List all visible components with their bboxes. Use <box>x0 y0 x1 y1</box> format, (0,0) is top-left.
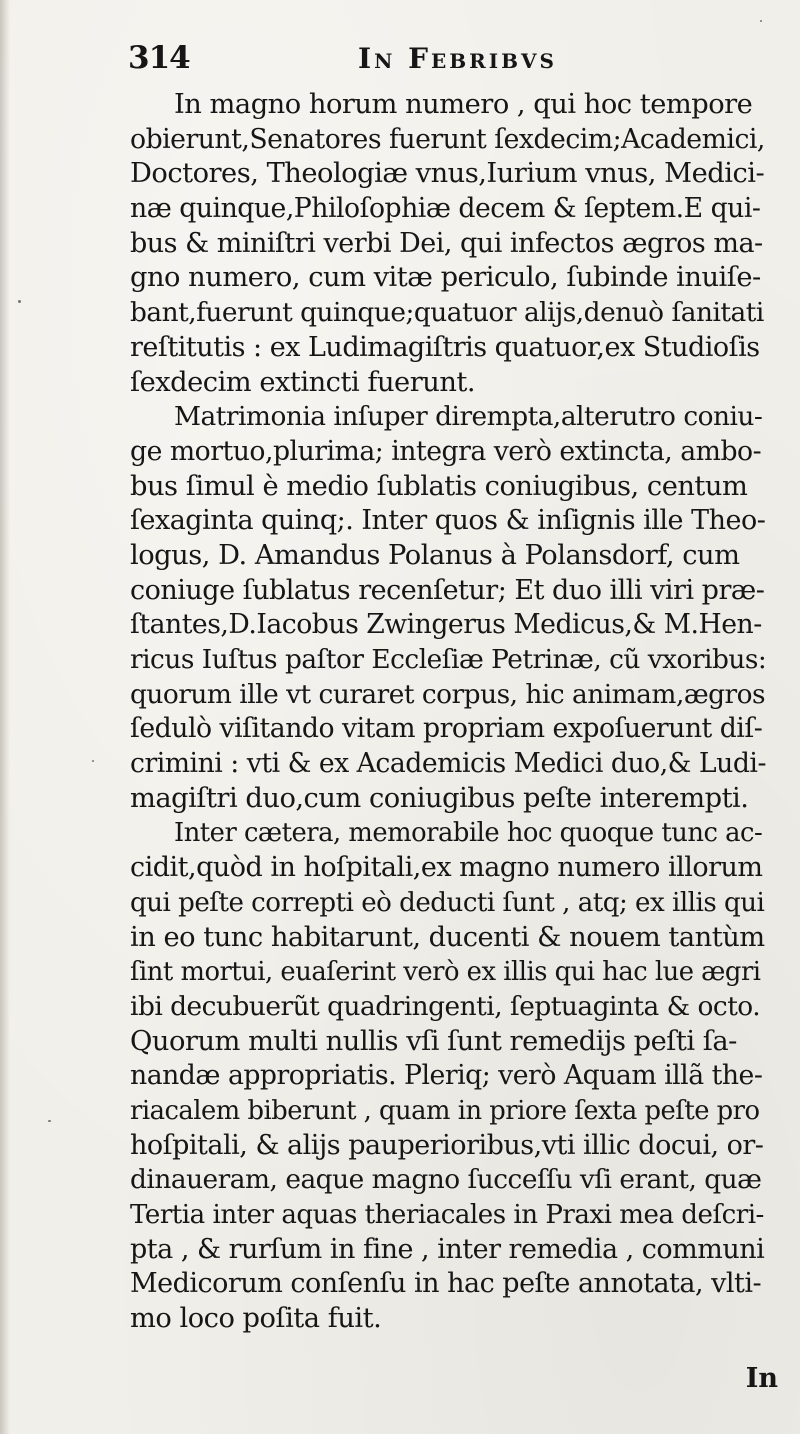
text-line: ſedulò viſitando vitam propriam expoſuerunt diſ- <box>130 713 763 745</box>
text-line: ſint mortui, euaſerint verò ex illis qui hac lue ægri <box>130 957 761 988</box>
text-line: ibi decubuerũt quadringenti, ſeptuaginta & octo. <box>130 990 761 1022</box>
text-line: Quorum multi nullis vſi ſunt remedijs peſti ſa- <box>130 1025 737 1057</box>
text-line: ſexdecim extincti fuerunt. <box>130 366 476 398</box>
text-line: in eo tunc habitarunt, ducenti & nouem tantùm <box>130 921 765 953</box>
text-line: hoſpitali, & alijs pauperioribus,vti illic docui, or- <box>130 1129 764 1161</box>
print-speck <box>18 300 21 303</box>
page-header <box>128 40 752 80</box>
text-line: riacalem biberunt , quam in priore ſexta peſte pro <box>130 1095 760 1126</box>
text-line: mo loco poſita fuit. <box>130 1303 382 1335</box>
text-line: coniuge ſublatus recenſetur; Et duo illi viri præ- <box>130 574 765 606</box>
text-line: dinaueram, eaque magno ſucceſſu vſi erant, quæ <box>130 1164 762 1196</box>
text-line: In magno horum numero , qui hoc tempore <box>174 89 753 120</box>
text-line: reſtitutis : ex Ludimagiſtris quatuor,ex Studioſis <box>130 331 760 363</box>
print-speck <box>92 760 94 762</box>
text-line: ricus Iuſtus paſtor Eccleſiæ Petrinæ, cũ vxoribus: <box>130 644 767 675</box>
text-line: qui peſte correpti eò deducti ſunt , atq; ex illis qui <box>130 887 765 918</box>
text-line: Medicorum conſenſu in hac peſte annotata, vlti- <box>130 1268 762 1300</box>
text-line: pta , & rurſum in fine , inter remedia , communi <box>130 1233 765 1265</box>
text-line: quorum ille vt curaret corpus, hic animam,ægros <box>130 678 766 710</box>
page-gutter-shadow <box>0 0 10 1434</box>
text-line: bus & miniſtri verbi Dei, qui infectos ægros ma- <box>130 227 763 259</box>
text-line: ſtantes,D.Iacobus Zwingerus Medicus,& M.Hen- <box>130 609 762 641</box>
text-line: ge mortuo,plurima; integra verò extincta, ambo- <box>130 435 762 467</box>
body-text <box>130 88 766 1337</box>
print-speck <box>48 1120 51 1122</box>
text-line: bant,fuerunt quinque;quatuor alijs,denuò ſanitati <box>130 297 764 329</box>
print-speck <box>760 20 762 22</box>
text-line: bus ſimul è medio ſublatis coniugibus, centum <box>130 470 748 502</box>
text-line: nandæ appropriatis. Pleriq; verò Aquam illã the- <box>130 1060 763 1092</box>
text-line: logus, D. Amandus Polanus à Polansdorf, cum <box>130 539 740 571</box>
text-line: crimini : vti & ex Academicis Medici duo,& Ludi- <box>130 748 766 780</box>
catchword: In <box>745 1363 778 1394</box>
text-line: ſexaginta quinq;. Inter quos & inſignis ille Theo- <box>130 505 766 537</box>
text-line: Tertia inter aquas theriacales in Praxi mea deſcri- <box>130 1200 764 1230</box>
text-line: næ quinque,Philoſophiæ decem & ſeptem.E qui- <box>130 193 761 225</box>
text-line: Inter cætera, memorabile hoc quoque tunc ac- <box>174 818 763 849</box>
text-line: Matrimonia inſuper dirempta,alterutro coniu- <box>174 401 763 433</box>
text-line: Doctores, Theologiæ vnus,Iurium vnus, Medici- <box>130 158 765 190</box>
text-line: cidit,quòd in hoſpitali,ex magno numero illorum <box>130 852 763 884</box>
text-line: gno numero, cum vitæ periculo, ſubinde inuiſe- <box>130 262 761 294</box>
page-number: 314 <box>128 40 190 76</box>
text-line: obierunt,Senatores fuerunt ſexdecim;Academici, <box>130 123 765 155</box>
running-head: In Febribvs <box>358 42 557 75</box>
text-line: magiſtri duo,cum coniugibus peſte interempti. <box>130 782 749 814</box>
